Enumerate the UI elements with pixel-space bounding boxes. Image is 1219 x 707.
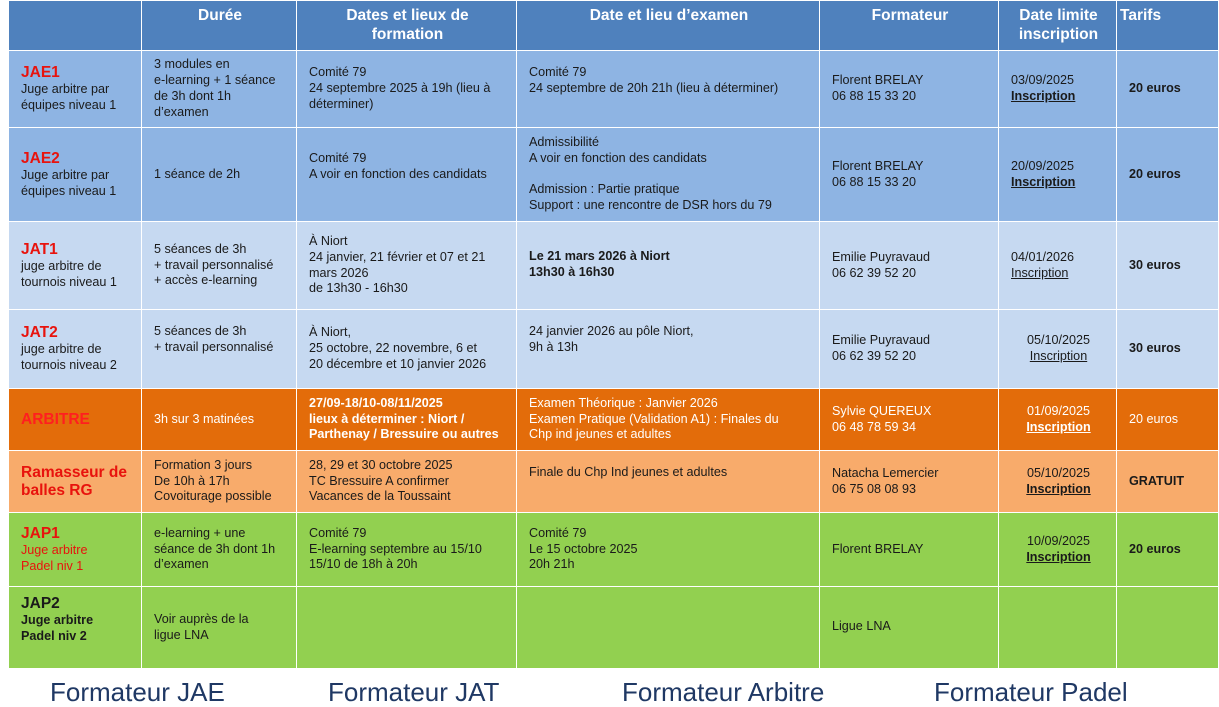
dates-cell <box>297 310 517 389</box>
duree-line: d’examen <box>154 104 209 119</box>
table-row <box>9 389 1219 451</box>
subtitle-line: tournois niveau 2 <box>21 358 117 372</box>
dates-line: 25 octobre, 22 novembre, 6 et <box>309 341 478 356</box>
date-limite: 05/10/2025 <box>1026 465 1091 480</box>
formateur-line: Ligue LNA <box>832 619 891 633</box>
examen-line: Comité 79 <box>529 65 587 79</box>
examen-line: Finale du Chp Ind jeunes et adultes <box>529 465 728 479</box>
tarif-cell: 20 euros <box>1117 513 1219 587</box>
formation-subtitle <box>21 543 131 575</box>
dates-line: déterminer) <box>309 96 374 111</box>
duree-line: ligue LNA <box>154 627 209 642</box>
table-row <box>9 222 1219 310</box>
subtitle-line: juge arbitre de <box>21 342 102 357</box>
dates-cell <box>297 51 517 128</box>
dates-line: mars 2026 <box>309 265 369 280</box>
training-table <box>8 0 1219 669</box>
dates-line: 15/10 de 18h à 20h <box>309 557 418 572</box>
date-limite-cell <box>999 587 1117 669</box>
formation-title: Ramasseur de balles RG <box>21 463 127 499</box>
formateur-cell <box>820 51 999 128</box>
subtitle-line: juge arbitre de <box>21 258 102 273</box>
duree-line: 1 séance de 2h <box>154 166 241 181</box>
examen-line: 24 janvier 2026 au pôle Niort, <box>529 324 694 338</box>
dates-cell <box>297 389 517 451</box>
table-row <box>9 513 1219 587</box>
header-row <box>9 1 1219 51</box>
date-limite <box>1011 612 1106 628</box>
duree-line: + accès e-learning <box>154 273 258 288</box>
subtitle-line: Padel niv 2 <box>21 628 87 643</box>
duree-line: Covoiturage possible <box>154 489 272 504</box>
date-limite-cell <box>999 128 1117 222</box>
formateur-line: Florent BRELAY <box>832 73 924 88</box>
tarif-cell: 30 euros <box>1117 222 1219 310</box>
duree-line: d’examen <box>154 557 209 572</box>
footer-formateur-jae: Formateur JAE <box>50 677 225 707</box>
examen-cell <box>517 451 820 513</box>
dates-line: 20 décembre et 10 janvier 2026 <box>309 356 487 371</box>
examen-line: Examen Théorique : Janvier 2026 <box>529 395 718 410</box>
inscription-link[interactable] <box>1011 628 1106 644</box>
formateur-line: 06 88 15 33 20 <box>832 89 917 103</box>
dates-line: Comité 79 <box>309 525 367 540</box>
date-limite-cell <box>999 451 1117 513</box>
examen-line: 20h 21h <box>529 557 575 572</box>
date-limite-cell <box>999 222 1117 310</box>
dates-line: lieux à déterminer : Niort / <box>309 411 465 426</box>
formateur-line: Emilie Puyravaud <box>832 333 930 348</box>
tarif-cell: 20 euros <box>1117 389 1219 451</box>
tarif-cell: 20 euros <box>1117 51 1219 128</box>
date-limite: 03/09/2025 <box>1011 73 1075 88</box>
table-row <box>9 51 1219 128</box>
dates-line: TC Bressuire A confirmer <box>309 473 449 488</box>
examen-cell <box>517 51 820 128</box>
duree-line: 5 séances de 3h <box>154 324 247 338</box>
tarif-cell: GRATUIT <box>1117 451 1219 513</box>
formateur-cell <box>820 513 999 587</box>
date-limite-cell <box>999 310 1117 389</box>
formateur-line: 06 62 39 52 20 <box>832 265 917 280</box>
duree-cell <box>142 51 297 128</box>
table-row <box>9 587 1219 669</box>
examen-line: Chp ind jeunes et adultes <box>529 427 672 442</box>
duree-line: séance de 3h dont 1h <box>154 541 276 556</box>
duree-line: 3h sur 3 matinées <box>154 411 255 426</box>
tarif-cell: 20 euros <box>1117 128 1219 222</box>
duree-line: e-learning + une <box>154 525 246 540</box>
date-limite: 10/09/2025 <box>1026 533 1091 548</box>
duree-cell <box>142 128 297 222</box>
formateur-line: 06 48 78 59 34 <box>832 419 917 434</box>
inscription-link[interactable]: Inscription <box>1011 89 1076 103</box>
date-limite-cell <box>999 51 1117 128</box>
formation-name-cell <box>9 51 142 128</box>
header-empty <box>9 1 142 51</box>
examen-cell <box>517 587 820 669</box>
formateur-line: Emilie Puyravaud <box>832 249 930 264</box>
dates-line: 28, 29 et 30 octobre 2025 <box>309 457 453 472</box>
header-date-limite: Date limite inscription <box>999 1 1117 51</box>
tarif-cell: 30 euros <box>1117 310 1219 389</box>
dates-line: 24 janvier, 21 février et 07 et 21 <box>309 249 486 264</box>
formateur-line: Sylvie QUEREUX <box>832 403 932 418</box>
duree-cell <box>142 587 297 669</box>
formation-title: JAP2 <box>21 595 60 612</box>
examen-line <box>529 167 809 183</box>
examen-line: Support : une rencontre de DSR hors du 79 <box>529 198 772 213</box>
examen-line: 9h à 13h <box>529 339 579 354</box>
dates-cell <box>297 451 517 513</box>
examen-line: Le 15 octobre 2025 <box>529 541 638 556</box>
header-duree: Durée <box>142 1 297 51</box>
formation-title: ARBITRE <box>21 410 90 428</box>
subtitle-line: Padel niv 1 <box>21 558 84 573</box>
date-limite: 04/01/2026 <box>1011 249 1075 264</box>
subtitle-line: équipes niveau 1 <box>21 183 117 198</box>
examen-cell <box>517 310 820 389</box>
dates-cell <box>297 513 517 587</box>
dates-cell <box>297 222 517 310</box>
duree-line: De 10h à 17h <box>154 473 230 488</box>
formateur-cell <box>820 128 999 222</box>
date-limite-cell <box>999 389 1117 451</box>
examen-line: 24 septembre de 20h 21h (lieu à déterminer) <box>529 80 779 95</box>
table-row <box>9 128 1219 222</box>
formateur-line: Natacha Lemercier <box>832 465 939 480</box>
formation-subtitle <box>21 342 131 374</box>
examen-cell <box>517 513 820 587</box>
formation-title: JAE2 <box>21 149 60 167</box>
duree-line: + travail personnalisé <box>154 339 274 354</box>
formation-title: JAT1 <box>21 240 58 258</box>
dates-line: Comité 79 <box>309 151 367 165</box>
duree-cell <box>142 222 297 310</box>
subtitle-line: Juge arbitre par <box>21 167 110 182</box>
duree-line: + travail personnalisé <box>154 257 274 272</box>
examen-line: A voir en fonction des candidats <box>529 150 707 165</box>
duree-cell <box>142 451 297 513</box>
formateur-cell <box>820 310 999 389</box>
header-dates-formation: Dates et lieux de formation <box>297 1 517 51</box>
duree-line: de 3h dont 1h <box>154 89 232 103</box>
dates-line: 24 septembre 2025 à 19h (lieu à <box>309 81 491 96</box>
formation-name-cell <box>9 128 142 222</box>
subtitle-line: tournois niveau 1 <box>21 274 117 289</box>
dates-line: 27/09-18/10-08/11/2025 <box>309 395 443 410</box>
inscription-link[interactable]: Inscription <box>1011 174 1076 189</box>
dates-line: E-learning septembre au 15/10 <box>309 541 482 556</box>
table-row <box>9 310 1219 389</box>
dates-line: À Niort <box>309 233 348 248</box>
footer-formateur-padel: Formateur Padel <box>934 677 1128 707</box>
duree-line: Formation 3 jours <box>154 457 252 472</box>
inscription-link[interactable]: Inscription <box>1011 265 1069 280</box>
date-limite: 20/09/2025 <box>1011 158 1075 173</box>
duree-cell <box>142 513 297 587</box>
formateur-line: Florent BRELAY <box>832 541 924 556</box>
duree-cell <box>142 389 297 451</box>
formation-name-cell <box>9 513 142 587</box>
examen-cell <box>517 128 820 222</box>
inscription-link[interactable]: Inscription <box>1026 481 1091 496</box>
duree-line: 3 modules en <box>154 57 230 72</box>
header-formateur: Formateur <box>820 1 999 51</box>
table-row <box>9 451 1219 513</box>
examen-cell <box>517 389 820 451</box>
dates-line: Parthenay / Bressuire ou autres <box>309 427 499 442</box>
header-examen: Date et lieu d’examen <box>517 1 820 51</box>
formateur-cell <box>820 222 999 310</box>
examen-line: Admission : Partie pratique <box>529 182 680 197</box>
inscription-link[interactable]: Inscription <box>1026 419 1091 434</box>
formation-name-cell <box>9 587 142 669</box>
formation-subtitle <box>21 613 131 645</box>
formateur-line: 06 75 08 08 93 <box>832 481 917 496</box>
subtitle-line: Juge arbitre <box>21 542 88 557</box>
formateur-cell <box>820 389 999 451</box>
formation-subtitle <box>21 168 131 200</box>
training-table-container <box>8 0 1200 669</box>
formation-subtitle <box>21 82 131 114</box>
date-limite-cell <box>999 513 1117 587</box>
footer-formateur-jat: Formateur JAT <box>328 677 500 707</box>
header-tarifs: Tarifs <box>1117 1 1219 51</box>
formateur-line: Florent BRELAY <box>832 158 924 173</box>
examen-cell <box>517 222 820 310</box>
date-limite: 01/09/2025 <box>1026 403 1091 418</box>
dates-line: A voir en fonction des candidats <box>309 166 487 181</box>
inscription-link[interactable]: Inscription <box>1026 549 1091 564</box>
inscription-link[interactable]: Inscription <box>1029 349 1088 363</box>
formateur-cell <box>820 587 999 669</box>
subtitle-line: Juge arbitre <box>21 613 94 627</box>
examen-line: Comité 79 <box>529 525 587 540</box>
dates-line: Vacances de la Toussaint <box>309 489 451 504</box>
formation-title: JAT2 <box>21 324 58 342</box>
footer-formateur-arbitre: Formateur Arbitre <box>622 677 825 707</box>
subtitle-line: Juge arbitre par <box>21 82 110 97</box>
formation-name-cell <box>9 451 142 513</box>
formation-name-cell <box>9 222 142 310</box>
dates-line: Comité 79 <box>309 65 367 80</box>
examen-line: Le 21 mars 2026 à Niort <box>529 249 670 263</box>
formation-title: JAP1 <box>21 524 60 542</box>
subtitle-line: équipes niveau 1 <box>21 98 117 112</box>
dates-line: de 13h30 - 16h30 <box>309 281 408 296</box>
examen-line: Admissibilité <box>529 135 599 149</box>
formateur-line: 06 88 15 33 20 <box>832 174 917 189</box>
formation-name-cell <box>9 310 142 389</box>
examen-line: 13h30 à 16h30 <box>529 264 615 279</box>
formateur-cell <box>820 451 999 513</box>
formation-title: JAE1 <box>21 64 60 82</box>
date-limite: 05/10/2025 <box>1026 333 1091 348</box>
duree-line: 5 séances de 3h <box>154 241 247 256</box>
formation-name-cell <box>9 389 142 451</box>
examen-line: Examen Pratique (Validation A1) : Finales du <box>529 411 779 426</box>
dates-line: À Niort, <box>309 325 351 340</box>
duree-cell <box>142 310 297 389</box>
footer-formateurs <box>0 672 1200 707</box>
dates-cell <box>297 587 517 669</box>
duree-line: e-learning + 1 séance <box>154 73 276 88</box>
tarif-cell <box>1117 587 1219 669</box>
dates-cell <box>297 128 517 222</box>
duree-line: Voir auprès de la <box>154 611 249 626</box>
formation-subtitle <box>21 259 131 291</box>
formateur-line: 06 62 39 52 20 <box>832 349 917 363</box>
